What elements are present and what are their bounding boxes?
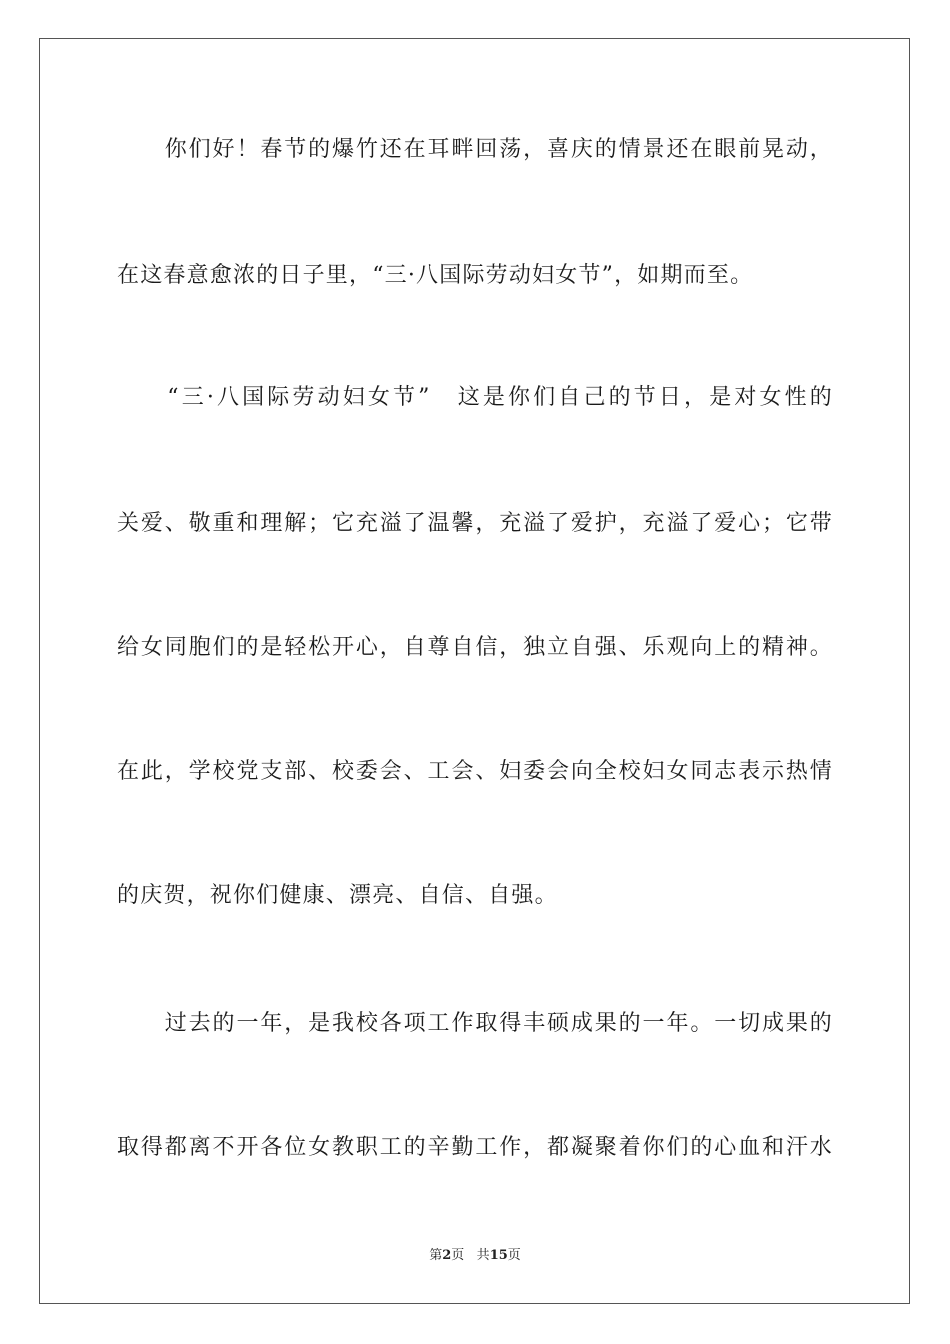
body-line-9: 取得都离不开各位女教职工的辛勤工作，都凝聚着你们的心血和汗水 [117, 1135, 833, 1160]
footer-total-pages: 15 [489, 1248, 508, 1263]
footer-total-suffix: 页 [507, 1248, 521, 1263]
body-line-5: 给女同胞们的是轻松开心，自尊自信，独立自强、乐观向上的精神。 [117, 635, 833, 660]
body-line-7: 的庆贺，祝你们健康、漂亮、自信、自强。 [117, 883, 558, 908]
footer-page-prefix: 第 [429, 1248, 443, 1263]
body-line-2: 在这春意愈浓的日子里，“三·八国际劳动妇女节”，如期而至。 [117, 263, 754, 288]
footer-page-number: 2 [442, 1248, 452, 1263]
footer-page-suffix: 页 [451, 1248, 465, 1263]
body-line-4: 关爱、敬重和理解；它充溢了温馨，充溢了爱护，充溢了爱心；它带 [117, 511, 833, 536]
footer-total-prefix: 共 [476, 1248, 490, 1263]
body-line-6: 在此，学校党支部、校委会、工会、妇委会向全校妇女同志表示热情 [117, 759, 833, 784]
page-footer [0, 1247, 950, 1265]
body-line-1: 你们好！春节的爆竹还在耳畔回荡，喜庆的情景还在眼前晃动， [117, 137, 833, 162]
page-frame [39, 38, 910, 1304]
body-line-3: “三·八国际劳动妇女节” 这是你们自己的节日，是对女性的 [117, 385, 833, 410]
body-line-8: 过去的一年，是我校各项工作取得丰硕成果的一年。一切成果的 [117, 1011, 833, 1036]
